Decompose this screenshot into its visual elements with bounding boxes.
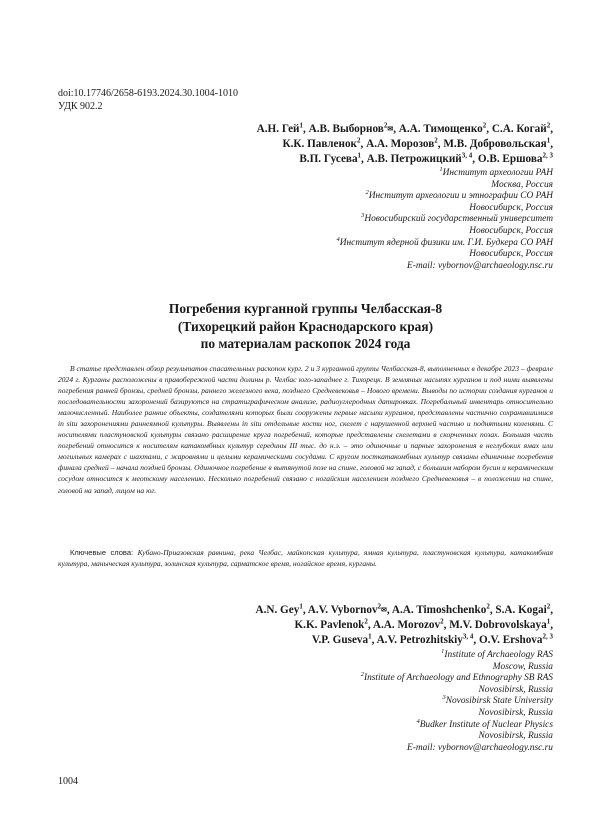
affiliation: $^1$Institute of Archaeology RAS	[441, 647, 553, 660]
author: A.A. Morozov$^2$	[372, 617, 444, 631]
author: A.A. Timoshchenko$^2$	[391, 602, 490, 616]
author: В.П. Гусева$^1$	[299, 151, 362, 165]
title-line: (Тихорецкий район Краснодарского края)	[177, 318, 434, 334]
affiliation-city: Novosibirsk, Russia	[478, 684, 553, 695]
affiliation: $^1$Институт археологии РАН	[439, 165, 553, 178]
author: S.A. Kogai$^2$	[495, 602, 551, 616]
affiliation: $^2$Institute of Archaeology and Ethnography SB RAS	[360, 671, 553, 684]
envelope-icon: ✉	[381, 606, 387, 614]
author: O.V. Ershova$^{2, 3}$	[478, 632, 553, 646]
affiliation-city: Новосибирск, Россия	[469, 225, 553, 236]
affiliations-ru	[133, 165, 553, 272]
article-title	[58, 300, 553, 353]
author: А.А. Тимощенко$^2$	[398, 121, 487, 135]
author: А.А. Морозов$^2$	[366, 136, 438, 150]
udk: УДК 902.2	[58, 100, 103, 112]
affiliations-en	[133, 647, 553, 754]
title-line: по материалам раскопок 2024 года	[200, 336, 411, 351]
affiliation-city: Novosibirsk, Russia	[478, 707, 553, 718]
doi: doi:10.17746/2658-6193.2024.30.1004-1010	[58, 88, 238, 99]
authors-ru	[133, 122, 553, 167]
affiliation: $^2$Институт археологии и этнографии СО РАН	[365, 189, 553, 202]
author: А.В. Петрожицкий$^{3, 4}$	[366, 151, 473, 165]
authors-ru-line-3: В.П. Гусева$^1$, А.В. Петрожицкий$^{3, 4}$, О.В. Ершова$^{2, 3}$	[299, 151, 553, 165]
keywords-label: Ключевые слова:	[70, 548, 138, 557]
authors-en-line-1: A.N. Gey$^1$, A.V. Vybornov$^{2✉}$, A.A. Timoshchenko$^2$, S.A. Kogai$^2$,	[255, 602, 553, 616]
envelope-icon: ✉	[387, 125, 394, 133]
page-number: 1004	[58, 776, 78, 787]
affiliation-city: Москва, Россия	[491, 179, 553, 190]
article-meta	[58, 88, 238, 113]
author: М.В. Добровольская$^1$	[443, 136, 551, 150]
author: А.В. Выборнов$^{2✉}$	[308, 121, 394, 135]
affiliation-city: Новосибирск, Россия	[469, 249, 553, 260]
author: A.V. Vybornov$^{2✉}$	[307, 602, 387, 616]
author: A.V. Petrozhitskiy$^{3, 4}$	[376, 632, 474, 646]
authors-en-line-2: K.K. Pavlenok$^2$, A.A. Morozov$^2$, M.V. Dobrovolskaya$^1$,	[294, 617, 553, 631]
email-en: E-mail: vybornov@archaeology.nsc.ru	[406, 742, 553, 753]
affiliation: $^3$Новосибирский государственный университет	[361, 212, 553, 225]
author: С.А. Когай$^2$	[491, 121, 551, 135]
affiliation: $^4$Институт ядерной физики им. Г.И. Будкера СО РАН	[336, 235, 553, 248]
email-ru: E-mail: vybornov@archaeology.nsc.ru	[406, 260, 553, 271]
affiliation-city: Moscow, Russia	[492, 661, 553, 672]
author: V.P. Guseva$^1$	[311, 632, 372, 646]
affiliation-city: Новосибирск, Россия	[469, 202, 553, 213]
keywords	[58, 547, 553, 570]
author: О.В. Ершова$^{2, 3}$	[477, 151, 553, 165]
affiliation: $^3$Novosibirsk State University	[442, 694, 553, 707]
author: К.К. Павленок$^2$	[282, 136, 361, 150]
author: M.V. Dobrovolskaya$^1$	[449, 617, 551, 631]
authors-ru-line-2: К.К. Павленок$^2$, А.А. Морозов$^2$, М.В. Добровольская$^1$,	[282, 136, 553, 150]
title-line: Погребения курганной группы Челбасская-8	[168, 301, 443, 316]
authors-ru-line-1: А.Н. Гей$^1$, А.В. Выборнов$^{2✉}$, А.А. Тимощенко$^2$, С.А. Когай$^2$,	[256, 121, 553, 135]
affiliation-city: Novosibirsk, Russia	[478, 731, 553, 742]
author: А.Н. Гей$^1$	[256, 121, 304, 135]
author: A.N. Gey$^1$	[255, 602, 303, 616]
abstract: В статье представлен обзор результатов спасательных раскопок кург. 2 и 3 курганной группы Челбасская-8, выполненных в декабре 2023 – феврале 2024 г. Курганы расположены в правобережной части долины р. Челбас юго-западнее г. Тихорецк. В земляных насыпях курганов и под ними выявлены погребения ранней бронзы, средней бронзы, раннего железного века, позднего Средневековья – Нового времени. Выводы по истории создания курганов и последовательности захоронений базируются на стратиграфическом анализе, радиоуглеродных датировках. Погребальный инвентарь относительно малочисленный. Наиболее ранние объекты, создателями которых были сооружены первые насыпи курганов, представлены частично сохранившимися in situ захоронениями раннеямной культуры. Выявлены in situ отдельные кости ног, скелет с нарушенной верхней частью и поднятыми коленями. С носителями пластуновской культуры связано расширение круга погребений, которые представлены скелетами в скорченных позах. Большая часть погребений относится к носителям катакомбных культур середины III тыс. до н.э. – это одиночные и парные захоронения в неглубоких ямах или могильных камерах с шахтами, с жаровнями и целыми керамическими сосудами. С кругом посткатакомбных культур связаны единичные погребения финала средней – начала поздней бронзы. Одиночное погребение в вытянутой позе на спине, головой на запад, с большим набором бусин и керамическим сосудом относится к меотскому населению. Несколько погребений связано с ногайским населением позднего Средневековья – в положении на спине, головой на запад, лицом на юг.	[58, 364, 553, 495]
affiliation: $^4$Budker Institute of Nuclear Physics	[416, 717, 553, 730]
author: K.K. Pavlenok$^2$	[294, 617, 368, 631]
keywords-text: Кубано-Приазовская равнина, река Челбас, майкопская культура, ямная культура, пластуновская культура, катакомбная культура, маныческая культура, золинская культура, сарматское время, ногайское время, курганы.	[58, 548, 553, 569]
authors-en	[133, 603, 553, 648]
authors-en-line-3: V.P. Guseva$^1$, A.V. Petrozhitskiy$^{3, 4}$, O.V. Ershova$^{2, 3}$	[311, 632, 553, 646]
